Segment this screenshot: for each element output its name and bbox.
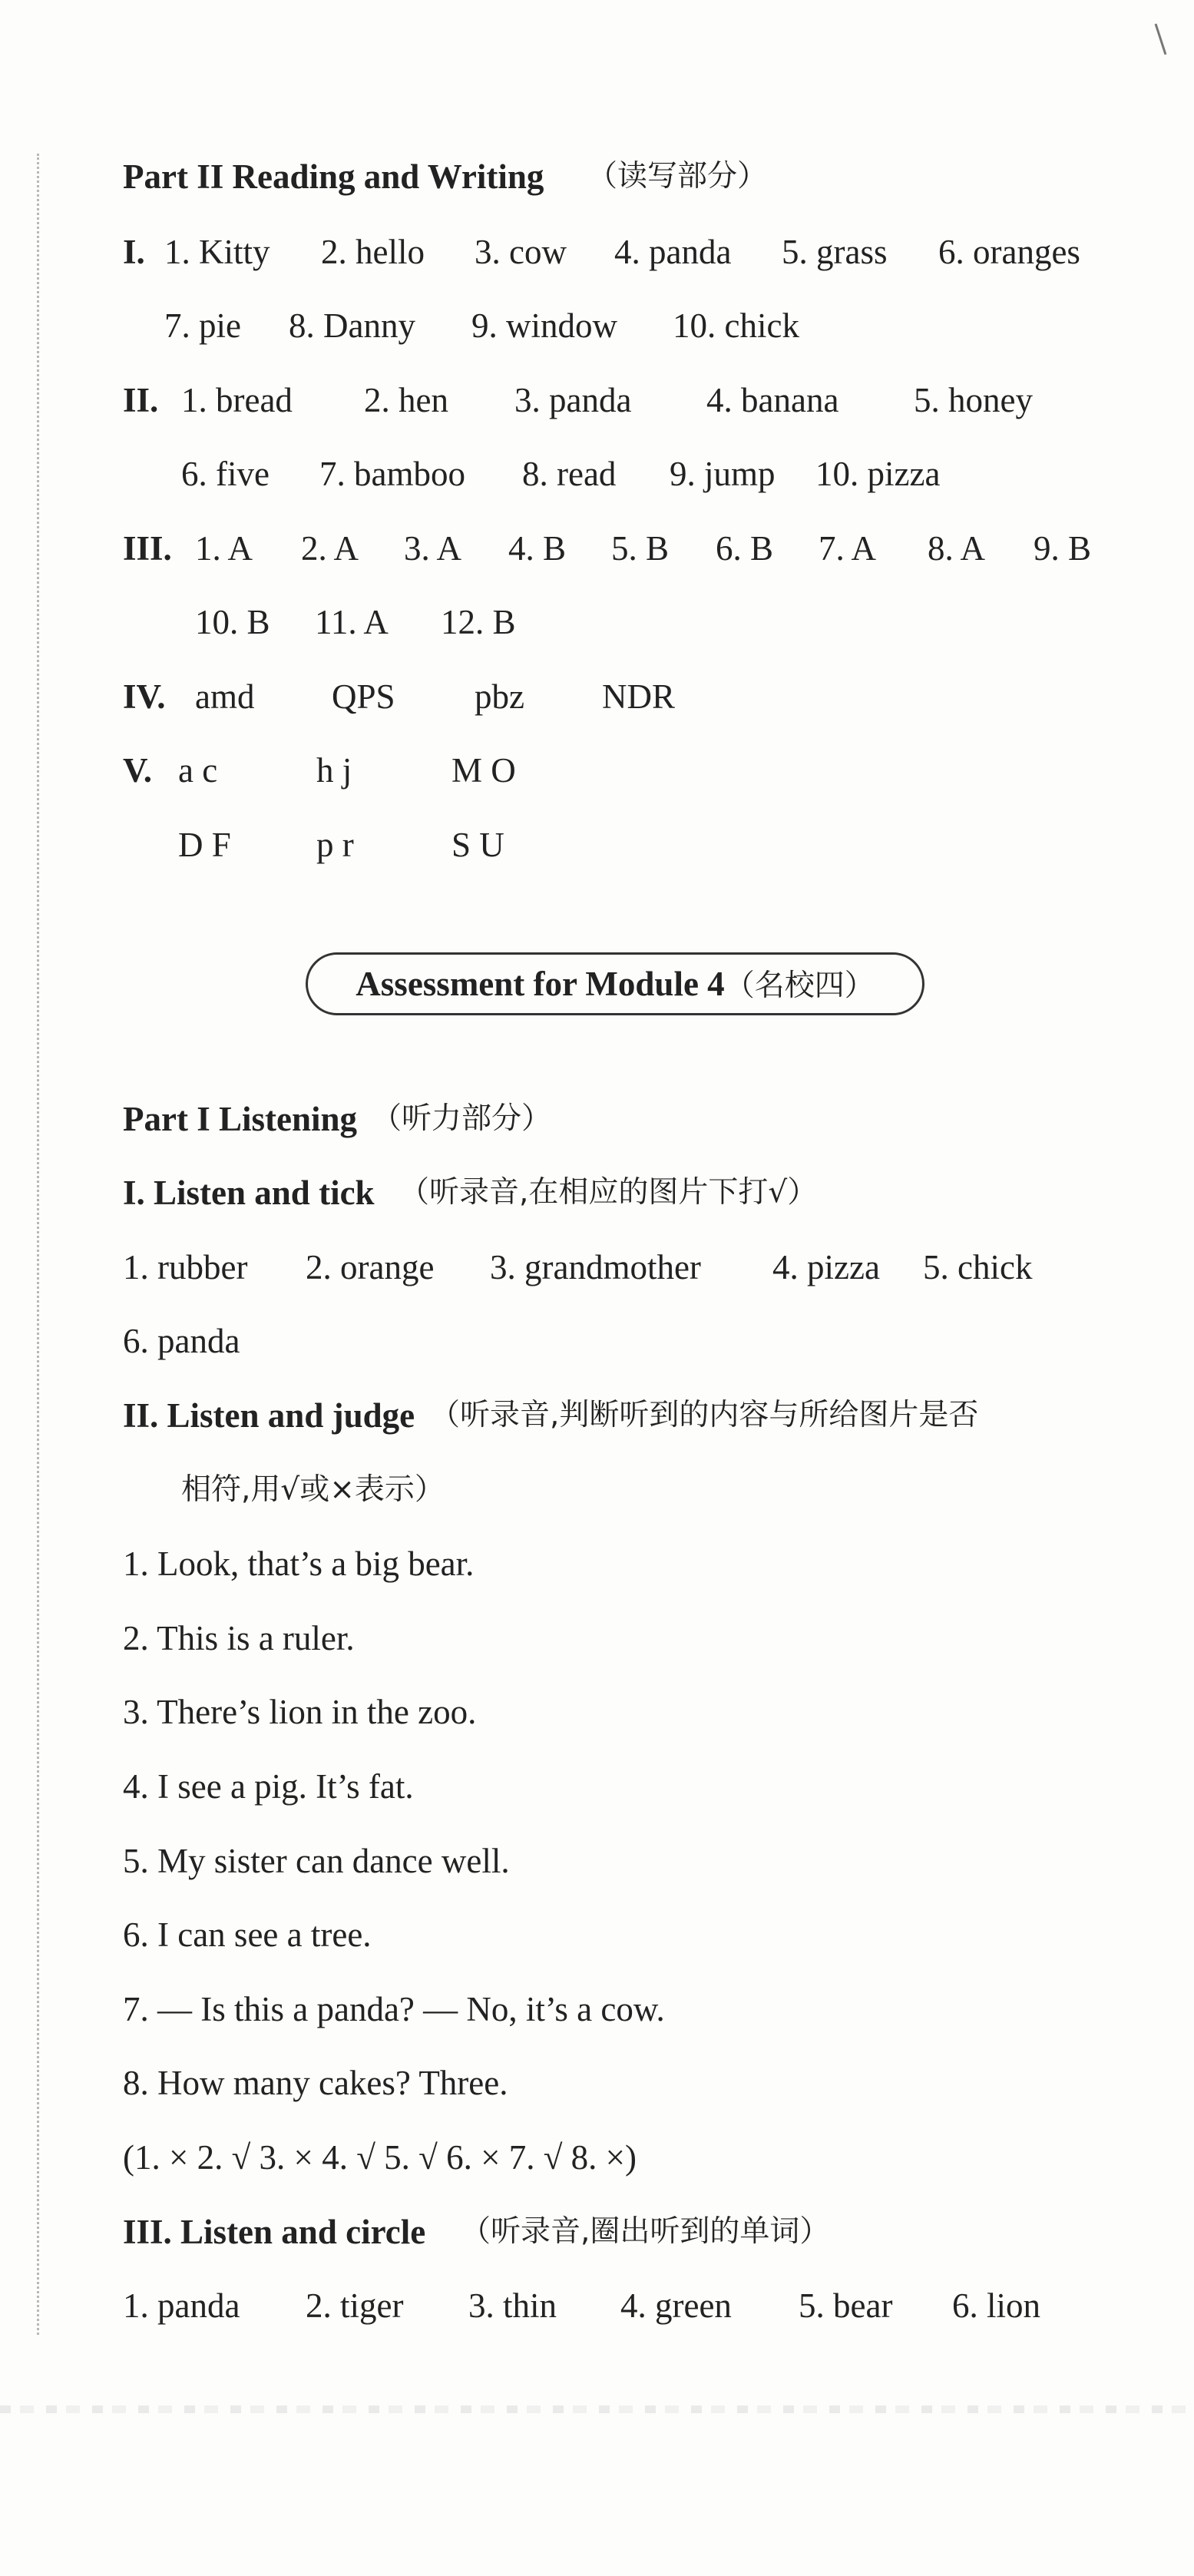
part1-s2-heading-line	[0, 1385, 1194, 1446]
part2-heading: Part II Reading and Writing	[123, 157, 544, 196]
section-instruction: 相符,用√或×表示）	[181, 1472, 445, 1507]
sentence-text: 1. Look, that’s a big bear.	[123, 1545, 475, 1583]
answer-item: 9. jump	[670, 455, 776, 493]
section-instruction: （听录音,判断听到的内容与所给图片是否	[430, 1398, 979, 1432]
answer-item: p r	[316, 826, 354, 864]
answer-item: 4. B	[508, 529, 567, 568]
answer-item: 4. green	[620, 2286, 732, 2325]
section-label: I.	[123, 233, 145, 271]
answer-item: 6. lion	[952, 2286, 1041, 2325]
sentence-text: 8. How many cakes? Three.	[123, 2064, 508, 2102]
answer-item: 2. orange	[306, 1248, 435, 1286]
answer-item: 6. panda	[123, 1322, 240, 1360]
answer-item: 8. A	[928, 529, 986, 568]
part2-s1-line1	[0, 221, 1194, 283]
section-label: II. Listen and judge	[123, 1396, 415, 1435]
answer-item: NDR	[602, 677, 676, 716]
sentence-text: 5. My sister can dance well.	[123, 1842, 510, 1880]
section-label: III.	[123, 529, 172, 568]
judge-sentence	[0, 1608, 1194, 1669]
answer-item: 1. A	[195, 529, 253, 568]
answer-item: 7. A	[819, 529, 877, 568]
answer-item: 1. rubber	[123, 1248, 248, 1286]
answer-item: amd	[195, 677, 255, 716]
answer-item: 12. B	[441, 603, 516, 641]
answer-item: 3. A	[404, 529, 462, 568]
section-instruction: （听录音,圈出听到的单词）	[461, 2214, 830, 2249]
answer-item: 5. bear	[799, 2286, 893, 2325]
answer-item: 3. grandmother	[490, 1248, 701, 1286]
section-label: I. Listen and tick	[123, 1174, 375, 1212]
answer-item: 9. window	[471, 306, 617, 345]
part2-s1-line2	[0, 295, 1194, 356]
section-label: IV.	[123, 677, 166, 716]
judge-sentence	[0, 1756, 1194, 1817]
sentence-text: 3. There’s lion in the zoo.	[123, 1693, 477, 1731]
part1-s3-heading-line	[0, 2201, 1194, 2263]
answer-item: 6. oranges	[938, 233, 1080, 271]
answer-item: 2. hen	[364, 381, 448, 419]
part2-s3-line2	[0, 591, 1194, 653]
answer-item: 7. pie	[164, 306, 241, 345]
part1-s1-line1	[0, 1237, 1194, 1298]
assessment-title: Assessment for Module 4	[356, 965, 725, 1003]
part2-heading-cn: （读写部分）	[587, 159, 768, 194]
judge-sentence	[0, 2052, 1194, 2114]
answer-item: 10. B	[195, 603, 270, 641]
judge-sentence	[0, 1533, 1194, 1594]
part1-s1-heading-line	[0, 1162, 1194, 1223]
answer-item: 4. pizza	[772, 1248, 880, 1286]
corner-mark	[1155, 24, 1167, 55]
section-label: II.	[123, 381, 159, 419]
section-label: III. Listen and circle	[123, 2213, 426, 2251]
answer-item: 4. banana	[706, 381, 839, 419]
sentence-text: 7. — Is this a panda? — No, it’s a cow.	[123, 1990, 665, 2028]
answer-item: 2. hello	[321, 233, 425, 271]
judge-sentence	[0, 1830, 1194, 1892]
part1-s1-line2	[0, 1310, 1194, 1372]
scan-noise-strip	[0, 2405, 1194, 2413]
assessment-title-cn: （名校四）	[724, 968, 875, 1003]
answer-item: h j	[316, 751, 352, 790]
part2-s4-line	[0, 666, 1194, 727]
part2-s5-line1	[0, 740, 1194, 801]
answer-item: 10. pizza	[815, 455, 941, 493]
judge-answers-line	[0, 2127, 1194, 2188]
answer-item: QPS	[332, 677, 395, 716]
judge-sentence	[0, 1904, 1194, 1965]
sentence-text: 4. I see a pig. It’s fat.	[123, 1767, 414, 1806]
answer-item: 3. cow	[475, 233, 567, 271]
judge-sentence	[0, 1681, 1194, 1743]
part1-s3-line	[0, 2275, 1194, 2336]
part2-s3-line1	[0, 518, 1194, 579]
sentence-text: 2. This is a ruler.	[123, 1619, 355, 1657]
part1-heading-line	[0, 1088, 1194, 1150]
answer-item: 2. A	[301, 529, 359, 568]
answer-item: a c	[178, 751, 218, 790]
answer-item: pbz	[475, 677, 524, 716]
answer-item: 1. panda	[123, 2286, 240, 2325]
sentence-text: 6. I can see a tree.	[123, 1915, 372, 1954]
answer-item: 6. five	[181, 455, 270, 493]
part1-heading-cn: （听力部分）	[372, 1101, 552, 1136]
answer-item: 1. bread	[181, 381, 293, 419]
part1-s2-instruction-line	[0, 1459, 1194, 1521]
answer-item: 5. chick	[923, 1248, 1033, 1286]
judge-sentence	[0, 1978, 1194, 2040]
answer-item: 5. grass	[782, 233, 888, 271]
assessment-title-box	[306, 952, 924, 1015]
answer-item: 5. B	[611, 529, 670, 568]
answer-item: S U	[451, 826, 504, 864]
answer-item: 1. Kitty	[164, 233, 270, 271]
answer-item: 8. read	[522, 455, 617, 493]
section-instruction: （听录音,在相应的图片下打√）	[399, 1175, 818, 1210]
answer-item: 3. panda	[514, 381, 632, 419]
answer-item: D F	[178, 826, 231, 864]
answer-item: 10. chick	[673, 306, 799, 345]
part2-s2-line1	[0, 369, 1194, 431]
answer-item: 2. tiger	[306, 2286, 404, 2325]
answer-item: 3. thin	[468, 2286, 557, 2325]
answer-item: 4. panda	[614, 233, 732, 271]
answer-item: M O	[451, 751, 516, 790]
answer-item: 5. honey	[914, 381, 1033, 419]
answer-item: 6. B	[716, 529, 774, 568]
part2-heading-line	[0, 146, 1194, 207]
answer-item: 7. bamboo	[319, 455, 465, 493]
part2-s5-line2	[0, 814, 1194, 876]
section-label: V.	[123, 751, 152, 790]
answer-item: 9. B	[1034, 529, 1092, 568]
part2-s2-line2	[0, 443, 1194, 505]
part1-heading: Part I Listening	[123, 1100, 358, 1138]
judge-answers: (1. × 2. √ 3. × 4. √ 5. √ 6. × 7. √ 8. ×)	[123, 2138, 637, 2177]
answer-item: 8. Danny	[289, 306, 415, 345]
answer-item: 11. A	[315, 603, 389, 641]
